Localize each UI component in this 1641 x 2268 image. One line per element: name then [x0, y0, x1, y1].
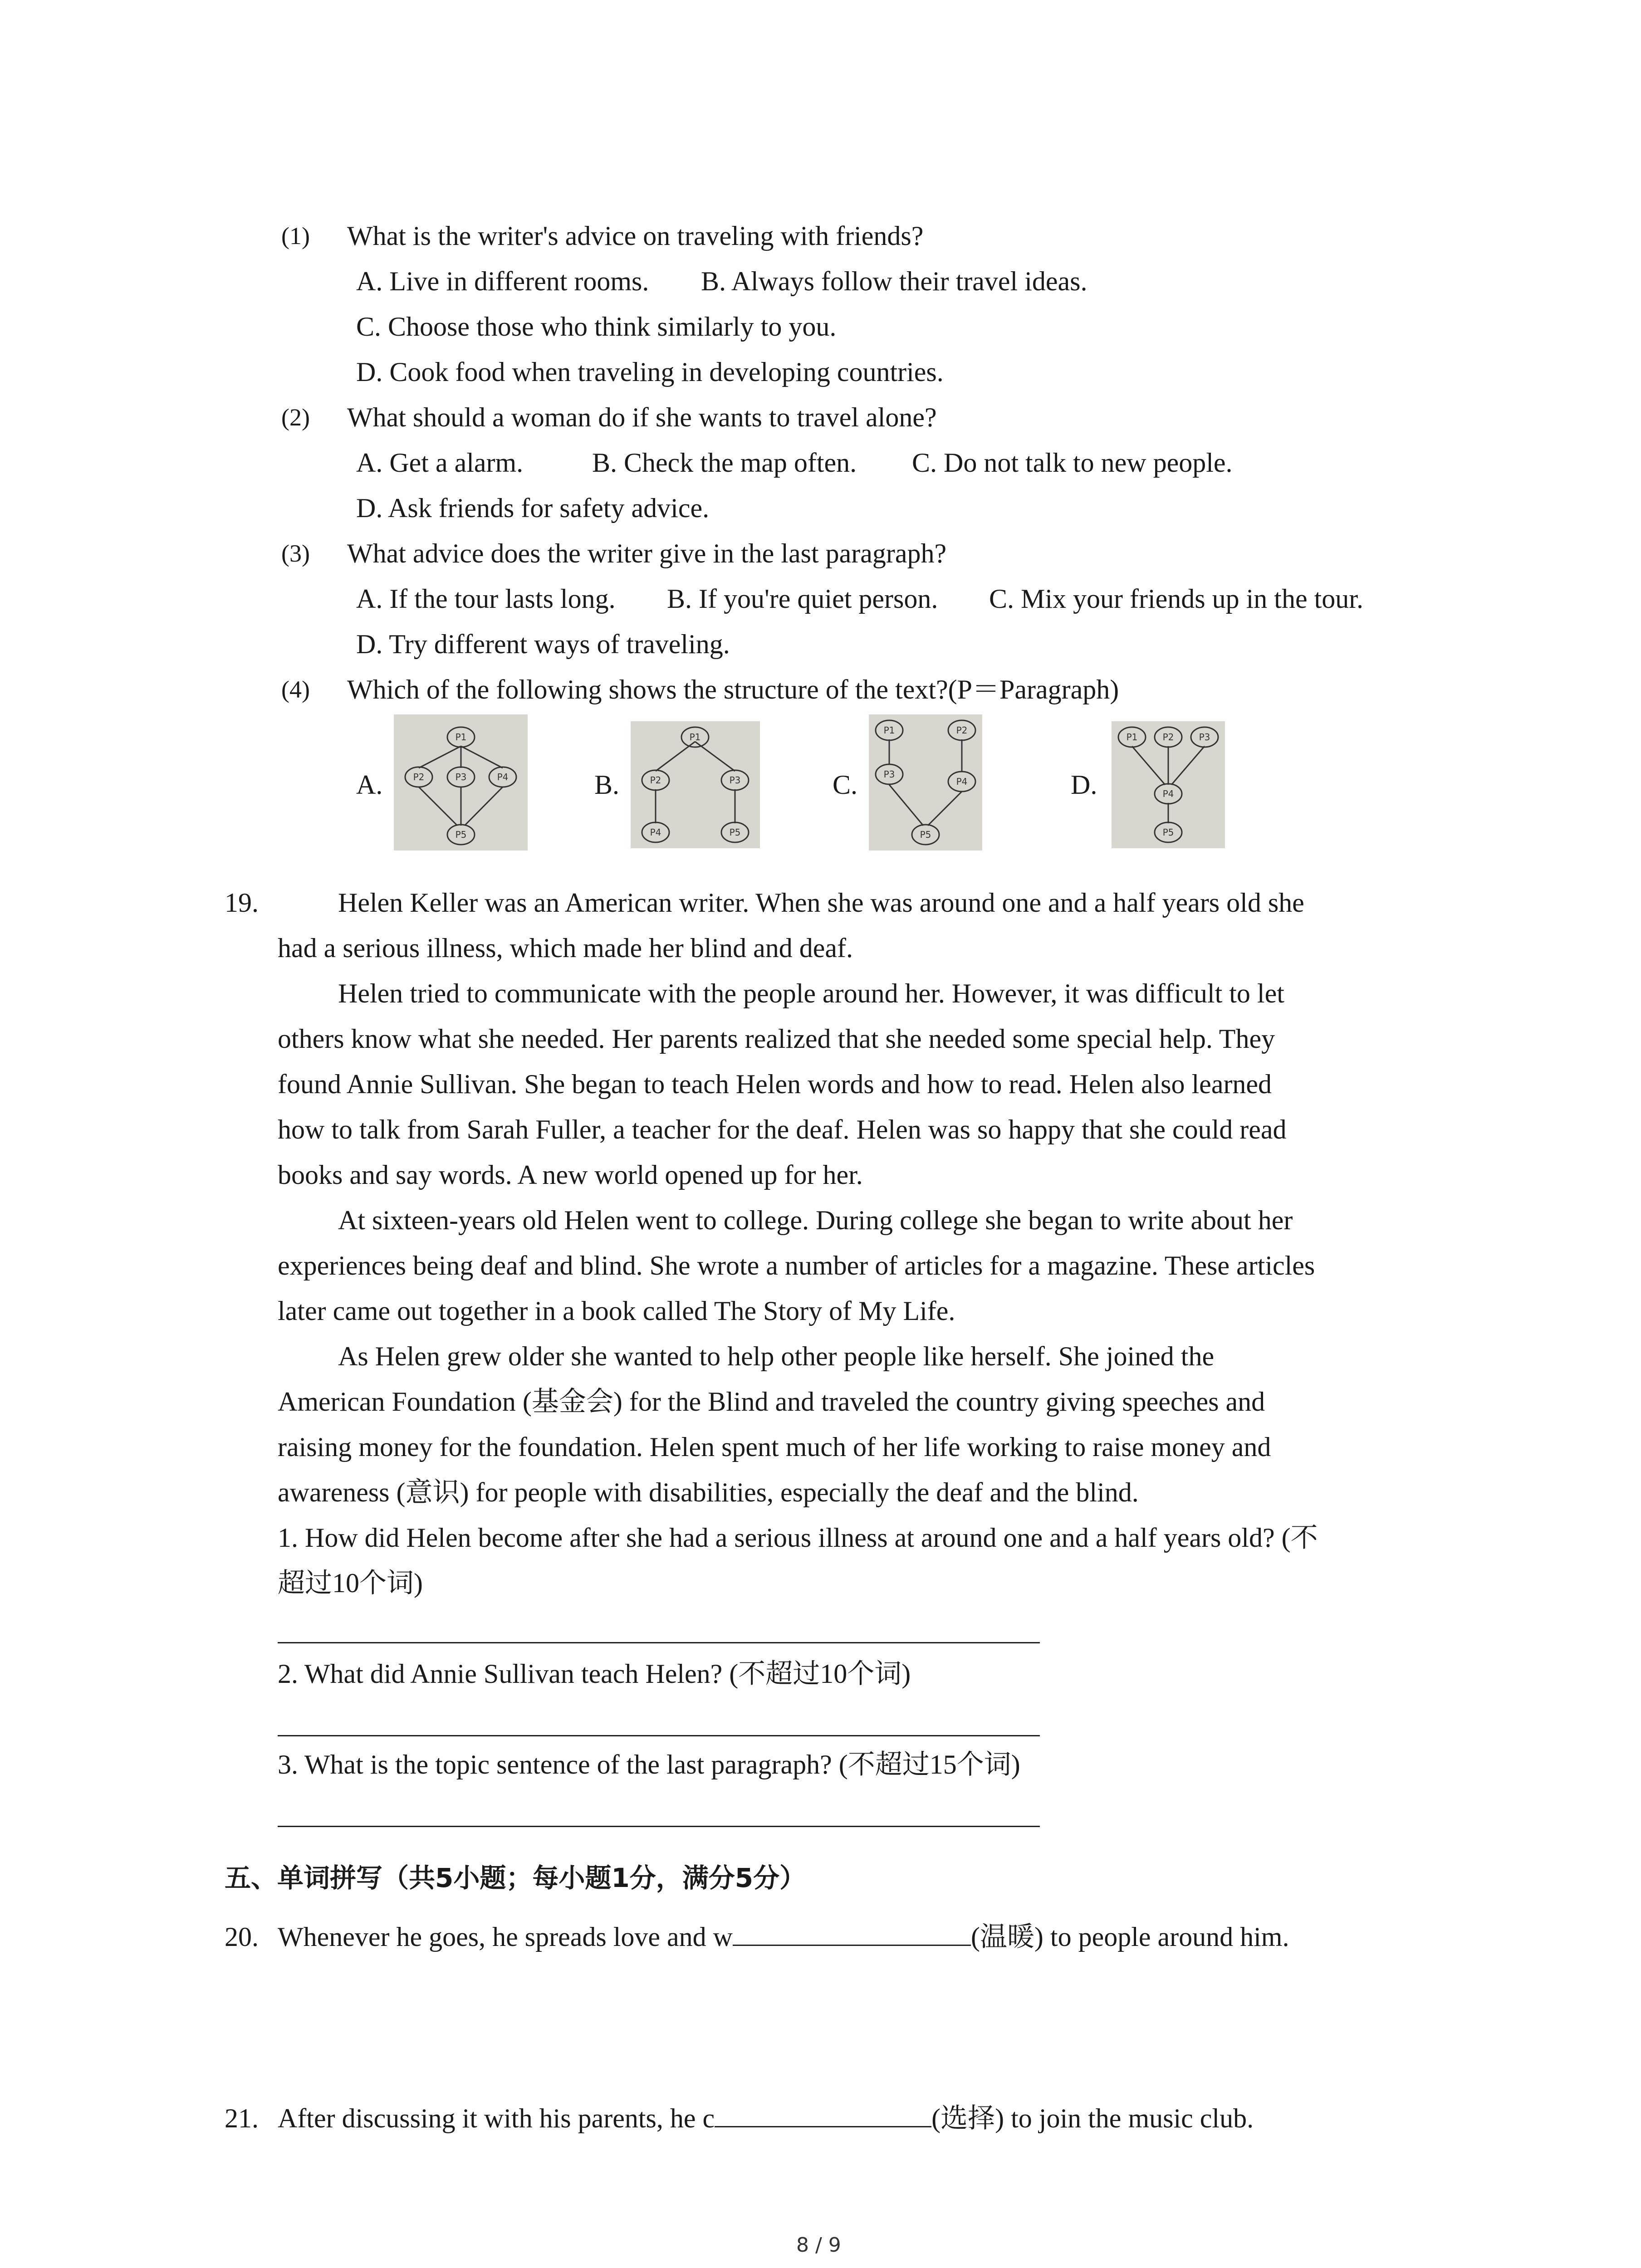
subq-2-option-b[interactable]: B. Check the map often.	[592, 448, 857, 478]
passage-para3-line3: later came out together in a book called The Story of My Life.	[278, 1296, 955, 1326]
short-answer-3: 3. What is the topic sentence of the last paragraph? (不超过15个词)	[278, 1750, 1020, 1779]
subq-2-option-a[interactable]: A. Get a alarm.	[356, 448, 524, 478]
subq-3-option-a[interactable]: A. If the tour lasts long.	[356, 584, 616, 614]
diagram-b-node-3: P3	[729, 775, 741, 786]
diagram-d-node-4: P4	[1162, 788, 1174, 799]
structure-diagram-c-graphic	[869, 714, 982, 850]
passage-para2-line1: Helen tried to communicate with the people around her. However, it was difficult to let	[338, 978, 1284, 1008]
short-answer-2: 2. What did Annie Sullivan teach Helen? (不超过10个词)	[278, 1659, 911, 1689]
question-21-number: 21.	[225, 2103, 259, 2133]
structure-diagram-d[interactable]	[1112, 721, 1225, 848]
passage-para1-line2: had a serious illness, which made her blind and deaf.	[278, 933, 853, 963]
diagram-option-c-label[interactable]: C.	[833, 770, 858, 800]
subq-2-option-d[interactable]: D. Ask friends for safety advice.	[356, 493, 710, 523]
structure-diagram-b[interactable]	[631, 721, 760, 848]
short-answer-1-line1: 1. How did Helen become after she had a serious illness at around one and a half years old? (不	[278, 1523, 1318, 1553]
subq-1-option-a[interactable]: A. Live in different rooms.	[356, 266, 649, 296]
passage-para3-line1: At sixteen-years old Helen went to college. During college she began to write about her	[338, 1205, 1293, 1235]
diagram-d-node-1: P1	[1126, 732, 1138, 743]
question-20-after: (温暖) to people around him.	[970, 1922, 1289, 1952]
subq-4-number: (4)	[281, 676, 310, 703]
section-5-heading: 五、单词拼写（共5小题；每小题1分，满分5分）	[225, 1862, 806, 1893]
diagram-d-node-2: P2	[1162, 732, 1174, 743]
question-20-text	[278, 1919, 1289, 1955]
passage-para2-line4: how to talk from Sarah Fuller, a teacher for the deaf. Helen was so happy that she could read	[278, 1114, 1287, 1144]
subq-1-option-d[interactable]: D. Cook food when traveling in developing countries.	[356, 357, 944, 387]
subq-2-number: (2)	[281, 404, 310, 431]
diagram-b-node-5: P5	[729, 827, 741, 838]
structure-diagram-d-graphic	[1112, 721, 1225, 848]
question-19-number: 19.	[225, 888, 259, 918]
short-answer-1-blank[interactable]	[278, 1642, 1040, 1643]
diagram-option-a-label[interactable]: A.	[356, 770, 383, 800]
diagram-c-node-3: P3	[883, 769, 895, 780]
passage-para4-line1: As Helen grew older she wanted to help other people like herself. She joined the	[338, 1341, 1215, 1371]
short-answer-3-blank[interactable]	[278, 1826, 1040, 1827]
passage-para4-line2: American Foundation (基金会) for the Blind and traveled the country giving speeches and	[278, 1387, 1265, 1417]
subq-2-option-c[interactable]: C. Do not talk to new people.	[912, 448, 1233, 478]
subq-1-number: (1)	[281, 222, 310, 249]
structure-diagram-b-graphic	[631, 721, 760, 848]
subq-3-option-c[interactable]: C. Mix your friends up in the tour.	[989, 584, 1363, 614]
diagram-c-node-1: P1	[883, 725, 895, 736]
question-20-number: 20.	[225, 1922, 259, 1952]
diagram-a-node-3: P3	[455, 772, 467, 782]
passage-para1-line1: Helen Keller was an American writer. When she was around one and a half years old she	[338, 888, 1304, 918]
passage-para2-line3: found Annie Sullivan. She began to teach Helen words and how to read. Helen also learned	[278, 1069, 1272, 1099]
diagram-a-node-4: P4	[497, 772, 509, 782]
question-21-after: (选择) to join the music club.	[931, 2103, 1254, 2133]
passage-para3-line2: experiences being deaf and blind. She wrote a number of articles for a magazine. These articles	[278, 1251, 1315, 1281]
diagram-b-node-1: P1	[689, 732, 701, 743]
diagram-a-node-1: P1	[455, 732, 467, 743]
structure-diagram-a[interactable]	[394, 714, 528, 850]
diagram-c-node-2: P2	[956, 725, 968, 736]
subq-2-question: What should a woman do if she wants to travel alone?	[347, 402, 937, 432]
subq-4-question: Which of the following shows the structure of the text?(P＝Paragraph)	[347, 675, 1119, 704]
structure-diagram-c[interactable]	[869, 714, 982, 850]
passage-para4-line3: raising money for the foundation. Helen spent much of her life working to raise money and	[278, 1432, 1271, 1462]
passage-para4-line4: awareness (意识) for people with disabilities, especially the deaf and the blind.	[278, 1477, 1139, 1507]
diagram-option-d-label[interactable]: D.	[1071, 770, 1097, 800]
subq-3-number: (3)	[281, 540, 310, 567]
diagram-a-node-2: P2	[413, 772, 425, 782]
question-21-before: After discussing it with his parents, he c	[278, 2103, 715, 2133]
short-answer-2-blank[interactable]	[278, 1735, 1040, 1736]
subq-3-option-d[interactable]: D. Try different ways of traveling.	[356, 629, 730, 659]
diagram-a-node-5: P5	[455, 829, 467, 840]
diagram-c-node-5: P5	[920, 829, 931, 840]
subq-3-question: What advice does the writer give in the last paragraph?	[347, 538, 947, 568]
subq-1-option-b[interactable]: B. Always follow their travel ideas.	[701, 266, 1087, 296]
passage-para2-line5: books and say words. A new world opened up for her.	[278, 1160, 863, 1190]
question-20-before: Whenever he goes, he spreads love and w	[278, 1922, 733, 1952]
question-20-blank[interactable]	[733, 1919, 971, 1946]
subq-1-option-c[interactable]: C. Choose those who think similarly to you.	[356, 312, 837, 342]
structure-diagram-a-graphic	[394, 714, 528, 850]
diagram-b-node-4: P4	[650, 827, 661, 838]
question-21-blank[interactable]	[715, 2101, 931, 2127]
question-21-text	[278, 2100, 1254, 2136]
diagram-b-node-2: P2	[650, 775, 661, 786]
diagram-option-b-label[interactable]: B.	[594, 770, 620, 800]
page-number: 8 / 9	[796, 2234, 841, 2257]
subq-1-question: What is the writer's advice on traveling with friends?	[347, 221, 924, 251]
subq-3-option-b[interactable]: B. If you're quiet person.	[667, 584, 938, 614]
short-answer-1-line2: 超过10个词)	[278, 1568, 423, 1598]
diagram-d-node-5: P5	[1162, 827, 1174, 838]
diagram-c-node-4: P4	[956, 776, 968, 787]
diagram-d-node-3: P3	[1199, 732, 1210, 743]
passage-para2-line2: others know what she needed. Her parents realized that she needed some special help. They	[278, 1024, 1275, 1054]
